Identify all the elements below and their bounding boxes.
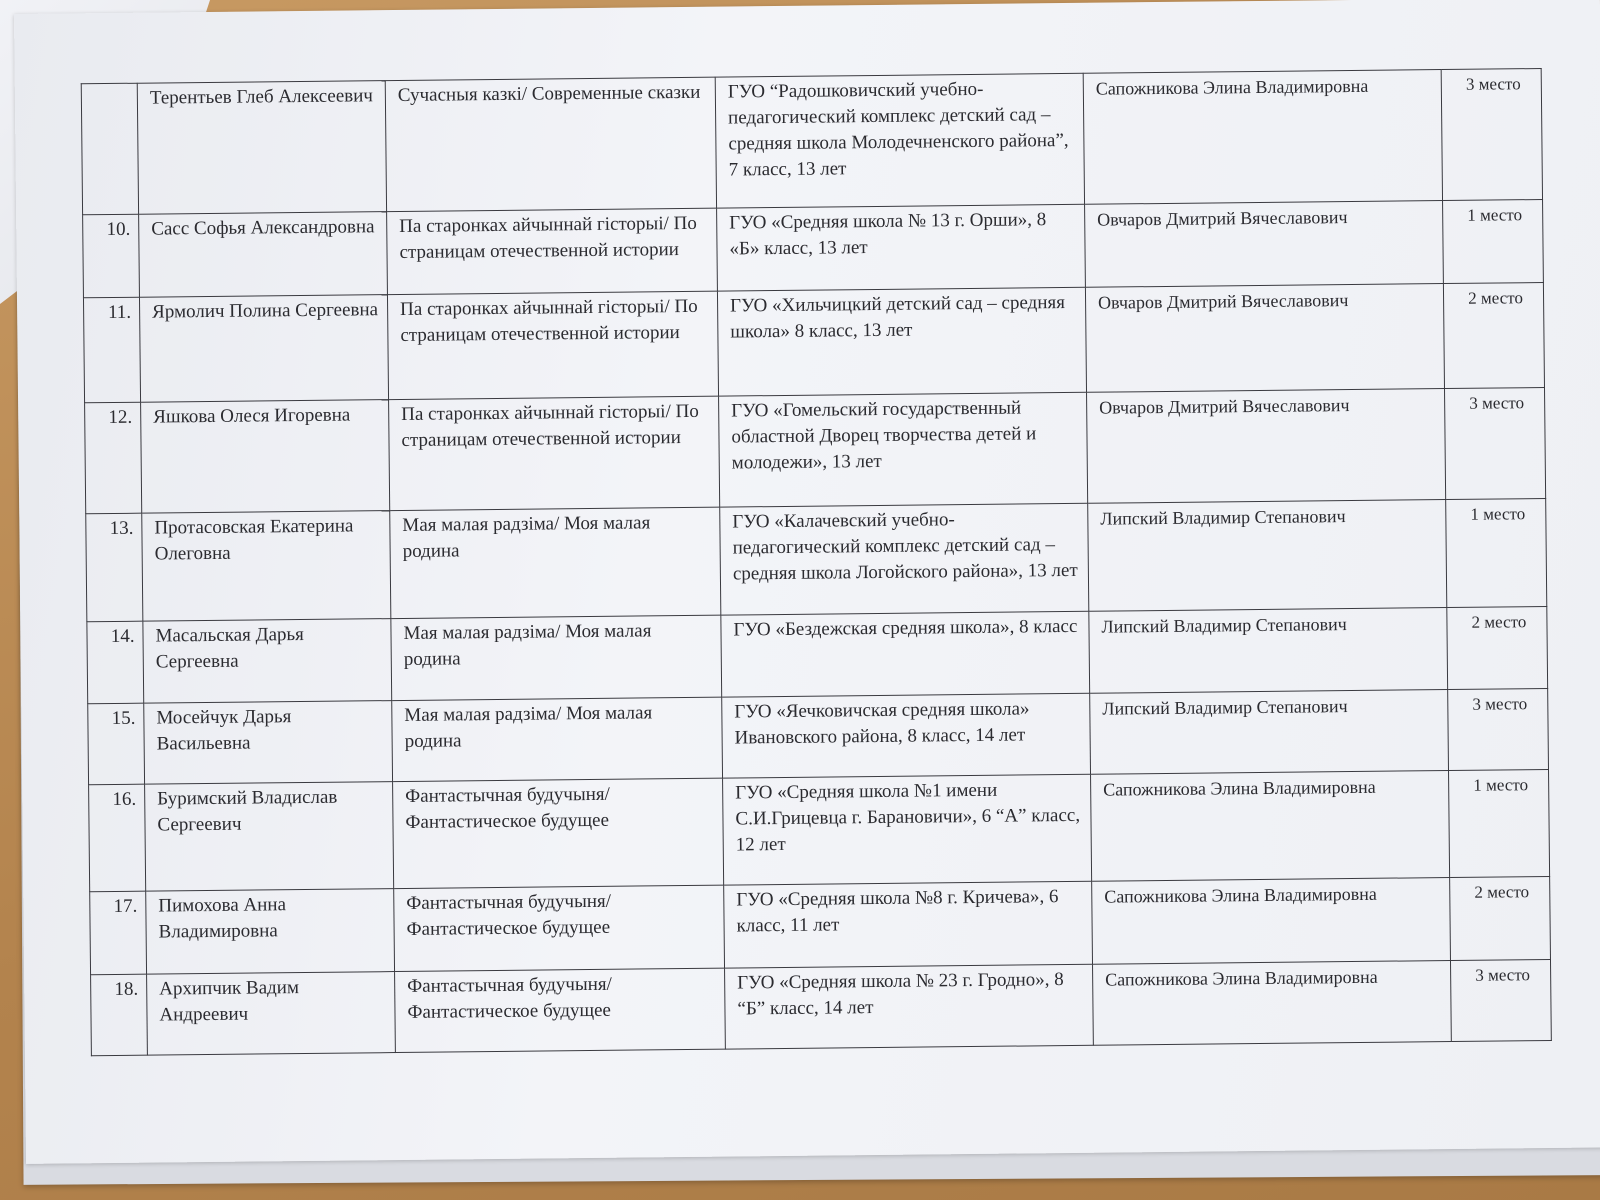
school: ГУО «Средняя школа № 23 г. Гродно», 8 “Б” класс, 14 лет	[725, 964, 1094, 1049]
place: 1 место	[1449, 769, 1550, 877]
participant-name: Протасовская Екатерина Олеговна	[142, 511, 391, 622]
participant-name: Терентьев Глеб Алексеевич	[137, 81, 386, 215]
teacher: Овчаров Дмитрий Вячеславович	[1087, 389, 1446, 504]
school: ГУО «Средняя школа №1 имени С.И.Грицевца г. Барановичи», 6 “А” класс, 12 лет	[723, 774, 1092, 885]
place: 3 место	[1441, 69, 1542, 201]
participant-name: Пимохова Анна Владимировна	[146, 889, 395, 975]
nomination: Мая малая радзіма/ Моя малая родина	[390, 507, 721, 618]
teacher: Липский Владимир Степанович	[1089, 608, 1448, 694]
table-row	[89, 769, 1550, 891]
row-number: 15.	[88, 703, 145, 785]
row-number: 18.	[91, 974, 148, 1056]
place: 2 место	[1447, 606, 1548, 689]
table-row	[83, 200, 1544, 298]
row-number: 14.	[87, 621, 144, 704]
nomination: Фантастычная будучыня/ Фантастическое будущее	[395, 968, 726, 1052]
nomination: Па старонках айчыннай гісторыі/ По страницам отечественной истории	[387, 208, 718, 294]
teacher: Липский Владимир Степанович	[1090, 690, 1449, 775]
table-row	[83, 282, 1544, 402]
school: ГУО «Яечковичская средняя школа» Ивановского района, 8 класс, 14 лет	[722, 693, 1091, 778]
table-row	[88, 688, 1549, 784]
teacher: Сапожникова Элина Владимировна	[1083, 70, 1442, 205]
row-number	[81, 83, 138, 215]
table-row	[91, 959, 1552, 1055]
place: 1 место	[1443, 200, 1544, 284]
row-number: 16.	[89, 784, 146, 892]
participant-name: Сасс Софья Александровна	[139, 212, 388, 298]
place: 1 место	[1446, 498, 1547, 607]
participant-name: Архипчик Вадим Андреевич	[147, 972, 396, 1056]
table-row	[85, 387, 1546, 513]
table-row	[90, 876, 1551, 974]
nomination: Фантастычная будучыня/ Фантастическое будущее	[393, 778, 724, 888]
participant-name: Масальская Дарья Сергеевна	[143, 619, 392, 704]
row-number: 11.	[83, 297, 140, 403]
participant-name: Мосейчук Дарья Васильевна	[144, 701, 393, 785]
school: ГУО «Хильчицкий детский сад – средняя школа» 8 класс, 13 лет	[717, 287, 1086, 396]
school: ГУО «Калачевский учебно-педагогический комплекс детский сад – средняя школа Логойского района», 13 лет	[720, 503, 1089, 615]
teacher: Овчаров Дмитрий Вячеславович	[1085, 284, 1444, 393]
place: 3 место	[1445, 387, 1546, 499]
row-number: 17.	[90, 891, 147, 975]
row-number: 10.	[83, 214, 140, 298]
teacher: Овчаров Дмитрий Вячеславович	[1085, 201, 1444, 288]
nomination: Па старонках айчыннай гісторыі/ По страницам отечественной истории	[389, 396, 720, 510]
school: ГУО «Бездежская средняя школа», 8 класс	[721, 611, 1090, 697]
nomination: Мая малая радзіма/ Моя малая родина	[391, 615, 722, 700]
nomination: Сучасныя казкі/ Современные сказки	[385, 77, 716, 211]
teacher: Сапожникова Элина Владимировна	[1092, 878, 1451, 965]
teacher: Липский Владимир Степанович	[1088, 500, 1447, 612]
table-row	[86, 498, 1547, 621]
place: 2 место	[1443, 282, 1544, 388]
school: ГУО «Средняя школа № 13 г. Орши», 8 «Б» класс, 13 лет	[717, 204, 1086, 291]
row-number: 12.	[85, 402, 142, 514]
teacher: Сапожникова Элина Владимировна	[1093, 961, 1452, 1046]
nomination: Мая малая радзіма/ Моя малая родина	[392, 697, 723, 781]
school: ГУО «Гомельский государственный областной Дворец творчества детей и молодежи», 13 лет	[719, 392, 1088, 507]
row-number: 13.	[86, 513, 143, 622]
place: 2 место	[1450, 876, 1551, 960]
school: ГУО “Радошковичский учебно-педагогический комплекс детский сад – средняя школа Молодечненского района”, 7 класс, 13 лет	[715, 73, 1084, 208]
results-table	[81, 68, 1552, 1056]
table-row	[87, 606, 1548, 703]
nomination: Фантастычная будучыня/ Фантастическое будущее	[394, 885, 725, 971]
participant-name: Ярмолич Полина Сергеевна	[139, 295, 388, 403]
teacher: Сапожникова Элина Владимировна	[1091, 771, 1450, 882]
school: ГУО «Средняя школа №8 г. Кричева», 6 класс, 11 лет	[724, 881, 1093, 968]
place: 3 место	[1448, 688, 1549, 770]
table-row	[81, 69, 1542, 215]
place: 3 место	[1450, 959, 1551, 1041]
nomination: Па старонках айчыннай гісторыі/ По страницам отечественной истории	[387, 291, 718, 399]
participant-name: Буримский Владислав Сергеевич	[145, 782, 394, 892]
document-page	[14, 0, 1600, 1164]
participant-name: Яшкова Олеся Игоревна	[141, 400, 390, 514]
